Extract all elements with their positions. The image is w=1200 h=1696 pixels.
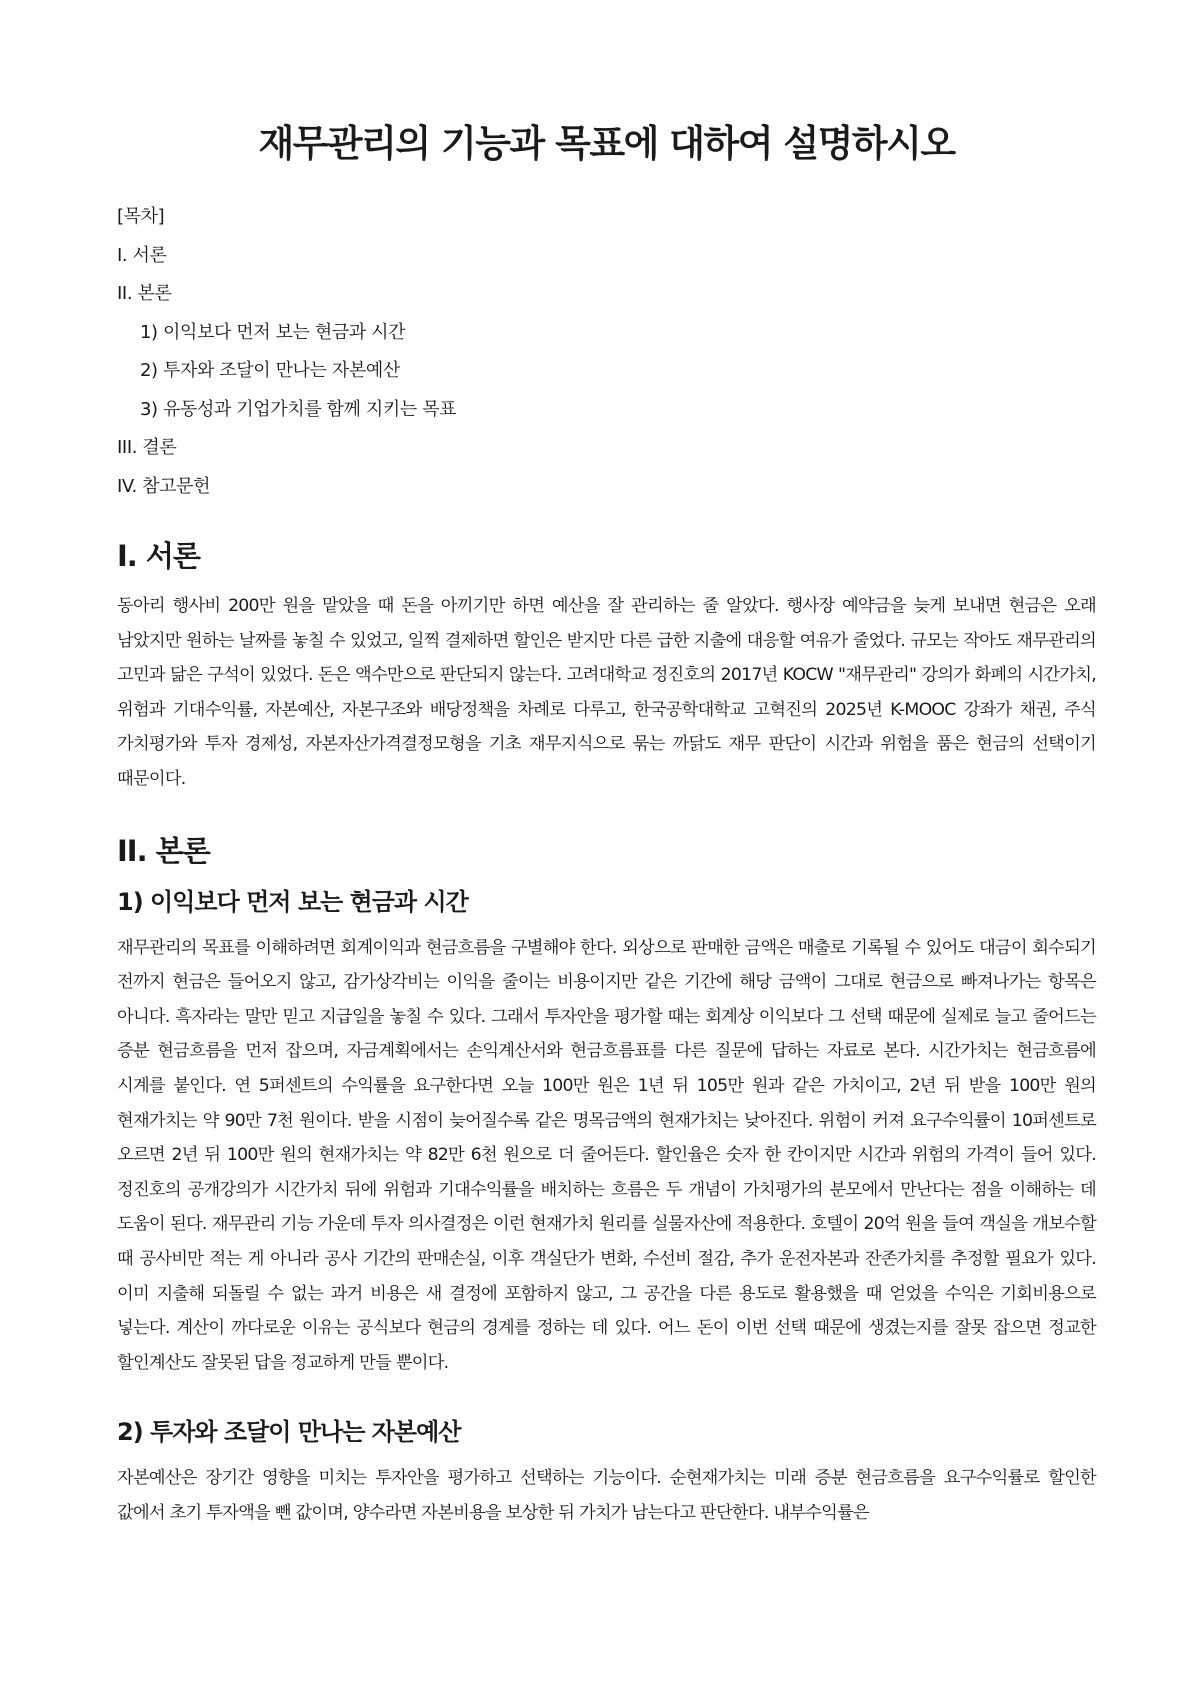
toc-item-references: IV. 참고문헌 [117,475,211,497]
toc-item-introduction: I. 서론 [117,244,167,266]
introduction-paragraph: 동아리 행사비 200만 원을 맡았을 때 돈을 아끼기만 하면 예산을 잘 관리하는 줄 알았다. 행사장 예약금을 늦게 보내면 현금은 오래 남았지만 원하는 날짜를 놓칠 수 있었고, 일찍 결제하면 할인은 받지만 다른 급한 지출에 대응할 여유가 줄었다. 규모는 작아도 재무관리의 고민과 닮은 구석이 있었다. 돈은 액수만으로 판단되지 않는다. 고려대학교 정진호의 2017년 KOCW "재무관리" 강의가 화폐의 시간가치, 위험과 기대수익률, 자본예산, 자본구조와 배당정책을 차례로 다루고, 한국공학대학교 고혁진의 2025년 K-MOOC 강좌가 채권, 주식 가치평가와 투자 경제성, 자본자산가격결정모형을 기초 재무지식으로 묶는 까닭도 재무 판단이 시간과 위험을 품은 현금의 선택이기 때문이다. [117,596,1096,789]
introduction-heading: I. 서론 [117,539,200,573]
toc-item-body: II. 본론 [117,283,172,304]
toc-heading: [목차] [117,206,165,227]
body-subsection-2-paragraph: 자본예산은 장기간 영향을 미치는 투자안을 평가하고 선택하는 기능이다. 순현재가치는 미래 증분 현금흐름을 요구수익률로 할인한 값에서 초기 투자액을 뺀 값이며, 양수라면 자본비용을 보상한 뒤 가치가 남는다고 판단한다. 내부수익률은 [117,1468,1096,1523]
toc-item-conclusion: III. 결론 [117,437,177,458]
document-title: 재무관리의 기능과 목표에 대하여 설명하시오 [258,122,955,165]
toc-item-body-1: 1) 이익보다 먼저 보는 현금과 시간 [140,321,406,343]
toc-item-body-3: 3) 유동성과 기업가치를 함께 지키는 목표 [140,398,457,420]
body-section [117,831,1096,1531]
body-heading: II. 본론 [117,833,210,868]
toc-item-body-2: 2) 투자와 조달이 만나는 자본예산 [140,360,400,381]
body-subsection-1-paragraph: 재무관리의 목표를 이해하려면 회계이익과 현금흐름을 구별해야 한다. 외상으로 판매한 금액은 매출로 기록될 수 있어도 대금이 회수되기 전까지 현금은 들어오지 않고, 감가상각비는 이익을 줄이는 비용이지만 같은 기간에 해당 금액이 그대로 현금으로 빠져나가는 항목은 아니다. 흑자라는 말만 믿고 지급일을 놓칠 수 있다. 그래서 투자안을 평가할 때는 회계상 이익보다 그 선택 때문에 실제로 늘고 줄어드는 증분 현금흐름을 먼저 잡으며, 자금계획에서는 손익계산서와 현금흐름표를 다른 질문에 답하는 자료로 본다. 시간가치는 현금흐름에 시계를 붙인다. 연 5퍼센트의 수익률을 요구한다면 오늘 100만 원은 1년 뒤 105만 원과 같은 가치이고, 2년 뒤 받을 100만 원의 현재가치는 약 90만 7천 원이다. 받을 시점이 늦어질수록 같은 명목금액의 현재가치는 낮아진다. 위험이 커져 요구수익률이 10퍼센트로 오르면 2년 뒤 100만 원의 현재가치는 약 82만 6천 원으로 더 줄어든다. 할인율은 숫자 한 칸이지만 시간과 위험의 가격이 들어 있다. 정진호의 공개강의가 시간가치 뒤에 위험과 기대수익률을 배치하는 흐름은 두 개념이 가치평가의 분모에서 만난다는 점을 이해하는 데 도움이 된다. 재무관리 기능 가운데 투자 의사결정은 이런 현재가치 원리를 실물자산에 적용한다. 호텔이 20억 원을 들여 객실을 개보수할 때 공사비만 적는 게 아니라 공사 기간의 판매손실, 이후 객실단가 변화, 수선비 절감, 추가 운전자본과 잔존가치를 추정할 필요가 있다. 이미 지출해 되돌릴 수 없는 과거 비용은 새 결정에 포함하지 않고, 그 공간을 다른 용도로 활용했을 때 얻었을 수익은 기회비용으로 넣는다. 계산이 까다로운 이유는 공식보다 현금의 경계를 정하는 데 있다. 어느 돈이 이번 선택 때문에 생겼는지를 잘못 잡으면 정교한 할인계산도 잘못된 답을 정교하게 만들 뿐이다. [117,937,1096,1373]
table-of-contents [117,198,1096,506]
body-subsection-2-heading: 2) 투자와 조달이 만나는 자본예산 [117,1418,461,1447]
body-subsection-1-heading: 1) 이익보다 먼저 보는 현금과 시간 [117,887,468,916]
introduction-section [117,536,1096,797]
